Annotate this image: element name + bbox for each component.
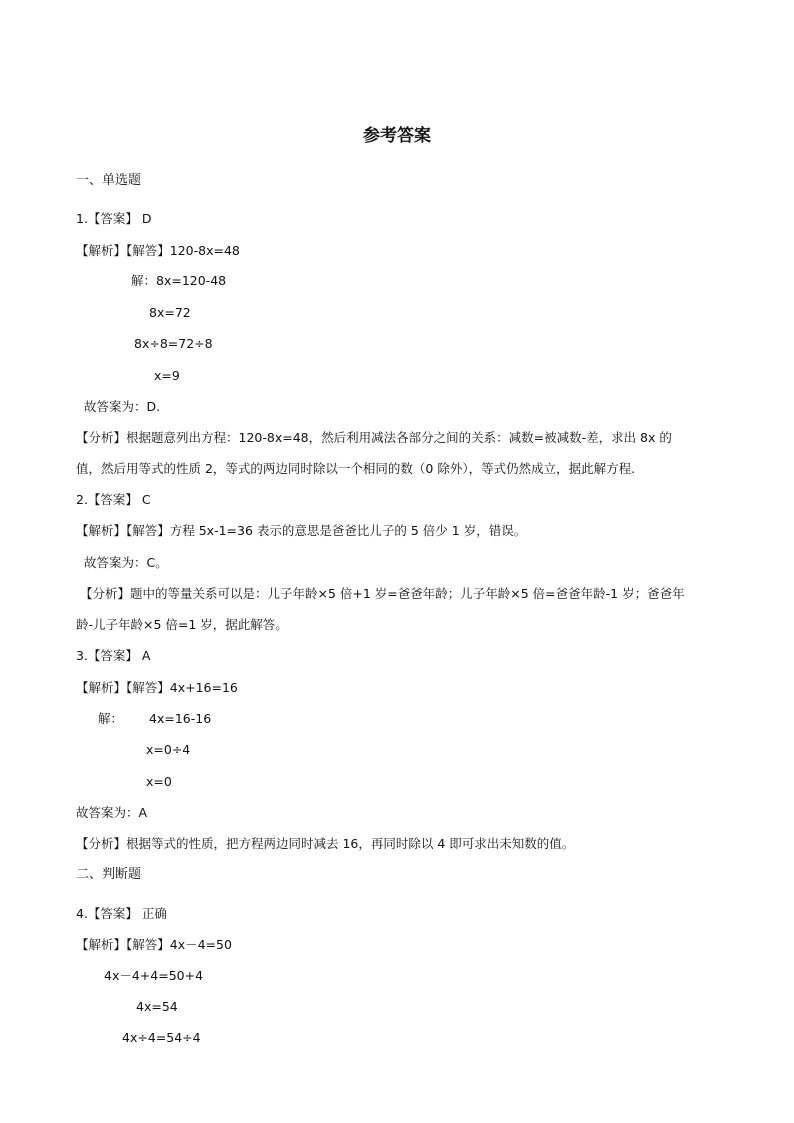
- page-title: 参考答案: [363, 126, 431, 146]
- q2-conclusion: 故答案为：C。: [84, 555, 168, 570]
- q1-step-1: 解：8x=120-48: [131, 273, 227, 288]
- q1-step-3: 8x÷8=72÷8: [134, 336, 213, 351]
- q3-analysis: 【分析】根据等式的性质，把方程两边同时减去 16，再同时除以 4 即可求出未知数的值。: [76, 836, 575, 851]
- q2-solution-header: 【解析】【解答】方程 5x-1=36 表示的意思是爸爸比儿子的 5 倍少 1 岁，错误。: [76, 523, 527, 538]
- q4-solution-header: 【解析】【解答】4x－4=50: [76, 937, 232, 952]
- q1-solution-header: 【解析】【解答】120-8x=48: [76, 243, 240, 258]
- q3-conclusion: 故答案为：A: [76, 805, 148, 820]
- q1-step-2: 8x=72: [149, 305, 191, 320]
- section-heading-true-false: 二、判断题: [76, 867, 142, 882]
- q3-step-3: x=0: [146, 774, 172, 789]
- q3-step-prefix: 解：: [98, 711, 124, 726]
- q3-step-2: x=0÷4: [146, 742, 191, 757]
- q1-analysis-line-1: 【分析】根据题意列出方程：120-8x=48，然后利用减法各部分之间的关系：减数=被减数-差，求出 8x 的: [76, 430, 672, 445]
- q1-answer: 1.【答案】 D: [76, 211, 152, 226]
- q3-answer: 3.【答案】 A: [76, 648, 151, 663]
- q4-step-3: 4x÷4=54÷4: [122, 1030, 201, 1045]
- q1-conclusion: 故答案为：D.: [84, 399, 161, 414]
- q4-answer: 4.【答案】 正确: [76, 906, 167, 921]
- q4-step-2: 4x=54: [136, 999, 178, 1014]
- q1-analysis-line-2: 值，然后用等式的性质 2，等式的两边同时除以一个相同的数（0 除外），等式仍然成立，据此解方程.: [76, 461, 636, 476]
- section-heading-single-choice: 一、单选题: [76, 173, 142, 188]
- q3-step-1: 4x=16-16: [149, 711, 212, 726]
- q3-solution-header: 【解析】【解答】4x+16=16: [76, 680, 238, 695]
- q4-step-1: 4x－4+4=50+4: [104, 968, 204, 983]
- q2-analysis-line-1: 【分析】题中的等量关系可以是：儿子年龄×5 倍+1 岁=爸爸年龄；儿子年龄×5 倍=爸爸年龄-1 岁；爸爸年: [80, 586, 685, 601]
- q1-step-4: x=9: [154, 368, 180, 383]
- q2-answer: 2.【答案】 C: [76, 492, 151, 507]
- q2-analysis-line-2: 龄-儿子年龄×5 倍=1 岁，据此解答。: [76, 617, 288, 632]
